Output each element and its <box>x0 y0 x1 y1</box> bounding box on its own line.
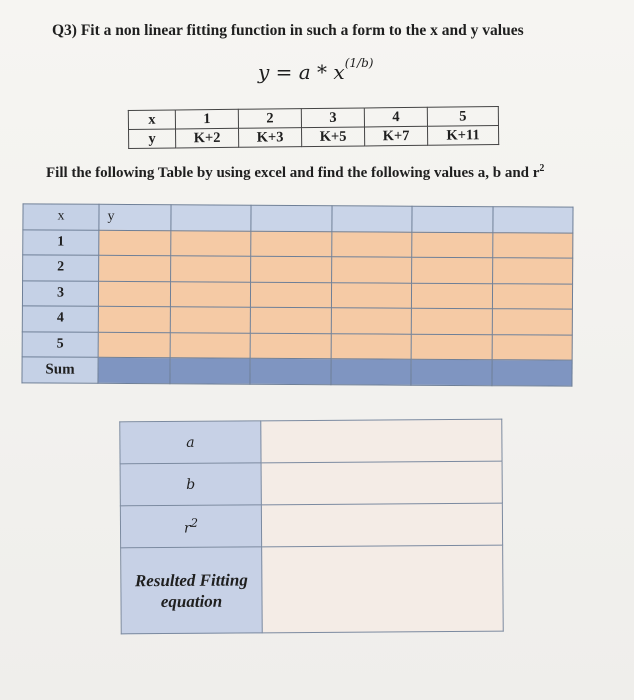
blank-cell[interactable] <box>98 306 170 332</box>
blank-cell[interactable] <box>331 257 412 283</box>
formula-base: y = a * x <box>258 60 345 84</box>
fill-header-x: x <box>23 204 99 230</box>
param-value-r2[interactable] <box>261 503 502 547</box>
header-cell <box>251 205 332 231</box>
blank-cell[interactable] <box>99 230 171 256</box>
row-x-value: 5 <box>22 331 98 357</box>
blank-cell[interactable] <box>251 307 332 333</box>
y-value: K+5 <box>302 127 365 147</box>
param-row-equation <box>121 545 504 634</box>
fill-header-y: y <box>99 204 171 230</box>
blank-cell[interactable] <box>171 256 252 282</box>
parameters-table <box>119 419 503 635</box>
param-row-a <box>120 419 502 464</box>
formula-exponent: (1/b) <box>344 56 374 70</box>
blank-cell[interactable] <box>170 281 251 307</box>
instruction-body: Fill the following Table by using excel and find the following values a, b and r <box>46 165 540 181</box>
blank-cell[interactable] <box>412 257 493 283</box>
blank-cell[interactable] <box>251 282 332 308</box>
x-value: 5 <box>427 107 498 127</box>
table-row <box>22 306 572 335</box>
blank-cell[interactable] <box>251 256 332 282</box>
sum-cell[interactable] <box>98 357 170 383</box>
blank-cell[interactable] <box>492 334 573 360</box>
r2-base: r <box>183 520 191 537</box>
equation-value[interactable] <box>262 545 504 633</box>
blank-cell[interactable] <box>170 307 251 333</box>
y-value: K+7 <box>364 126 427 146</box>
blank-cell[interactable] <box>331 282 412 308</box>
header-cell <box>332 206 413 232</box>
y-value: K+2 <box>176 128 239 148</box>
blank-cell[interactable] <box>170 332 251 358</box>
row-x-value: 1 <box>23 229 99 255</box>
blank-cell[interactable] <box>331 333 412 359</box>
instruction-sup: 2 <box>539 163 545 174</box>
sum-cell[interactable] <box>250 358 331 384</box>
blank-cell[interactable] <box>331 308 412 334</box>
param-row-r2 <box>120 503 502 548</box>
equation-label: Resulted Fitting equation <box>121 547 263 634</box>
blank-cell[interactable] <box>411 308 492 334</box>
blank-cell[interactable] <box>251 231 332 257</box>
y-value: K+3 <box>239 128 302 148</box>
table-row <box>23 255 573 284</box>
y-row <box>129 126 499 149</box>
param-value-a[interactable] <box>261 419 502 463</box>
blank-cell[interactable] <box>412 232 493 258</box>
blank-cell[interactable] <box>492 258 573 284</box>
row-x-value: 4 <box>22 306 98 332</box>
blank-cell[interactable] <box>492 283 573 309</box>
y-header: y <box>129 129 176 148</box>
param-label-b: b <box>120 463 261 506</box>
sum-label: Sum <box>22 357 98 383</box>
xy-values-table <box>128 106 499 149</box>
blank-cell[interactable] <box>99 255 171 281</box>
table-row <box>22 280 572 309</box>
sum-cell[interactable] <box>331 359 412 385</box>
sum-cell[interactable] <box>492 360 573 386</box>
question-title: Q3) Fit a non linear fitting function in such a form to the x and y values <box>52 22 524 39</box>
blank-cell[interactable] <box>332 231 413 257</box>
header-cell <box>412 206 493 232</box>
header-cell <box>171 205 252 231</box>
row-x-value: 2 <box>23 255 99 281</box>
x-value: 3 <box>301 108 364 128</box>
row-x-value: 3 <box>22 280 98 306</box>
fitting-formula <box>258 56 374 84</box>
header-cell <box>492 207 573 233</box>
blank-cell[interactable] <box>412 283 493 309</box>
x-value: 2 <box>238 109 301 129</box>
sum-cell[interactable] <box>411 359 492 385</box>
x-value: 4 <box>364 107 427 127</box>
param-value-b[interactable] <box>261 461 502 505</box>
fill-table-header-row <box>23 204 573 233</box>
blank-cell[interactable] <box>492 309 573 335</box>
fill-table <box>21 203 573 386</box>
blank-cell[interactable] <box>251 333 332 359</box>
table-row <box>23 229 573 258</box>
blank-cell[interactable] <box>171 230 252 256</box>
y-value: K+11 <box>427 126 498 146</box>
instruction-text <box>46 160 586 182</box>
param-label-a: a <box>120 421 261 464</box>
param-label-r2 <box>120 505 261 548</box>
blank-cell[interactable] <box>492 232 573 258</box>
x-header: x <box>128 110 175 129</box>
param-row-b <box>120 461 502 506</box>
blank-cell[interactable] <box>98 281 170 307</box>
blank-cell[interactable] <box>98 332 170 358</box>
blank-cell[interactable] <box>411 334 492 360</box>
sum-cell[interactable] <box>170 358 251 384</box>
sum-row <box>22 357 572 386</box>
table-row <box>22 331 572 360</box>
r2-sup: 2 <box>190 515 199 531</box>
x-value: 1 <box>175 109 238 129</box>
